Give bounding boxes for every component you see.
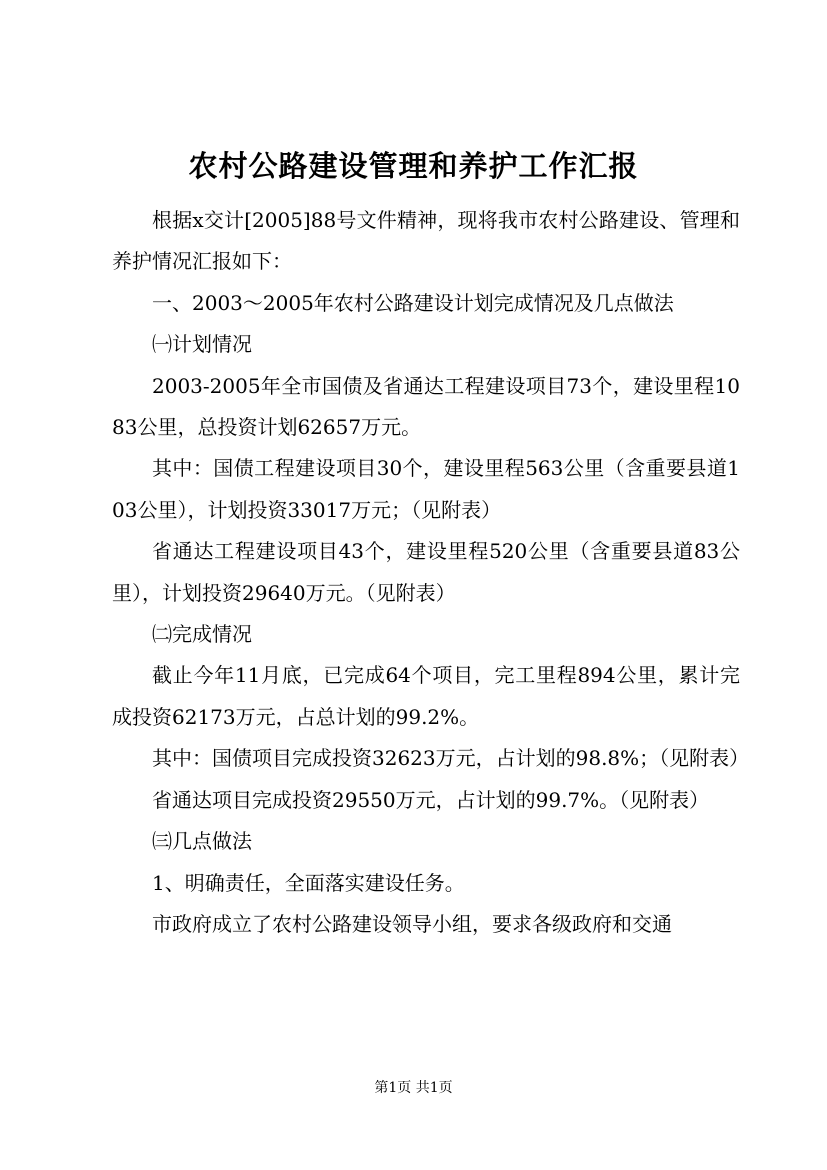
paragraph-intro: 根据x交计[2005]88号文件精神，现将我市农村公路建设、管理和养护情况汇报如下： [112, 208, 740, 274]
subsection-heading-completion: ㈡完成情况 [152, 622, 252, 647]
practice-item-1: 1、明确责任，全面落实建设任务。 [152, 870, 465, 895]
paragraph-completion-national-debt: 其中：国债项目完成投资32623万元，占计划的98.8%；（见附表） [152, 746, 750, 771]
paragraph-plan-national-debt: 其中：国债工程建设项目30个，建设里程563公里（含重要县道103公里），计划投资33017万元；（见附表） [112, 456, 740, 522]
document-body [112, 200, 750, 945]
document-title: 农村公路建设管理和养护工作汇报 [188, 149, 639, 183]
paragraph-plan-provincial: 省通达工程建设项目43个，建设里程520公里（含重要县道83公里），计划投资29640万元。（见附表） [112, 539, 740, 605]
paragraph-completion-total: 截止今年11月底，已完成64个项目，完工里程894公里，累计完成投资62173万元，占总计划的99.2%。 [112, 663, 740, 729]
subsection-heading-plan: ㈠计划情况 [152, 332, 252, 357]
paragraph-completion-provincial: 省通达项目完成投资29550万元，占计划的99.7%。（见附表） [152, 787, 710, 812]
paragraph-plan-total: 2003-2005年全市国债及省通达工程建设项目73个，建设里程1083公里，总投资计划62657万元。 [112, 373, 740, 440]
paragraph-practice-1-body: 市政府成立了农村公路建设领导小组，要求各级政府和交通 [152, 911, 672, 936]
page-number-footer: 第1页 共1页 [374, 1080, 453, 1096]
section-heading-1: 一、2003～2005年农村公路建设计划完成情况及几点做法 [152, 290, 674, 315]
subsection-heading-practices: ㈢几点做法 [152, 829, 252, 854]
